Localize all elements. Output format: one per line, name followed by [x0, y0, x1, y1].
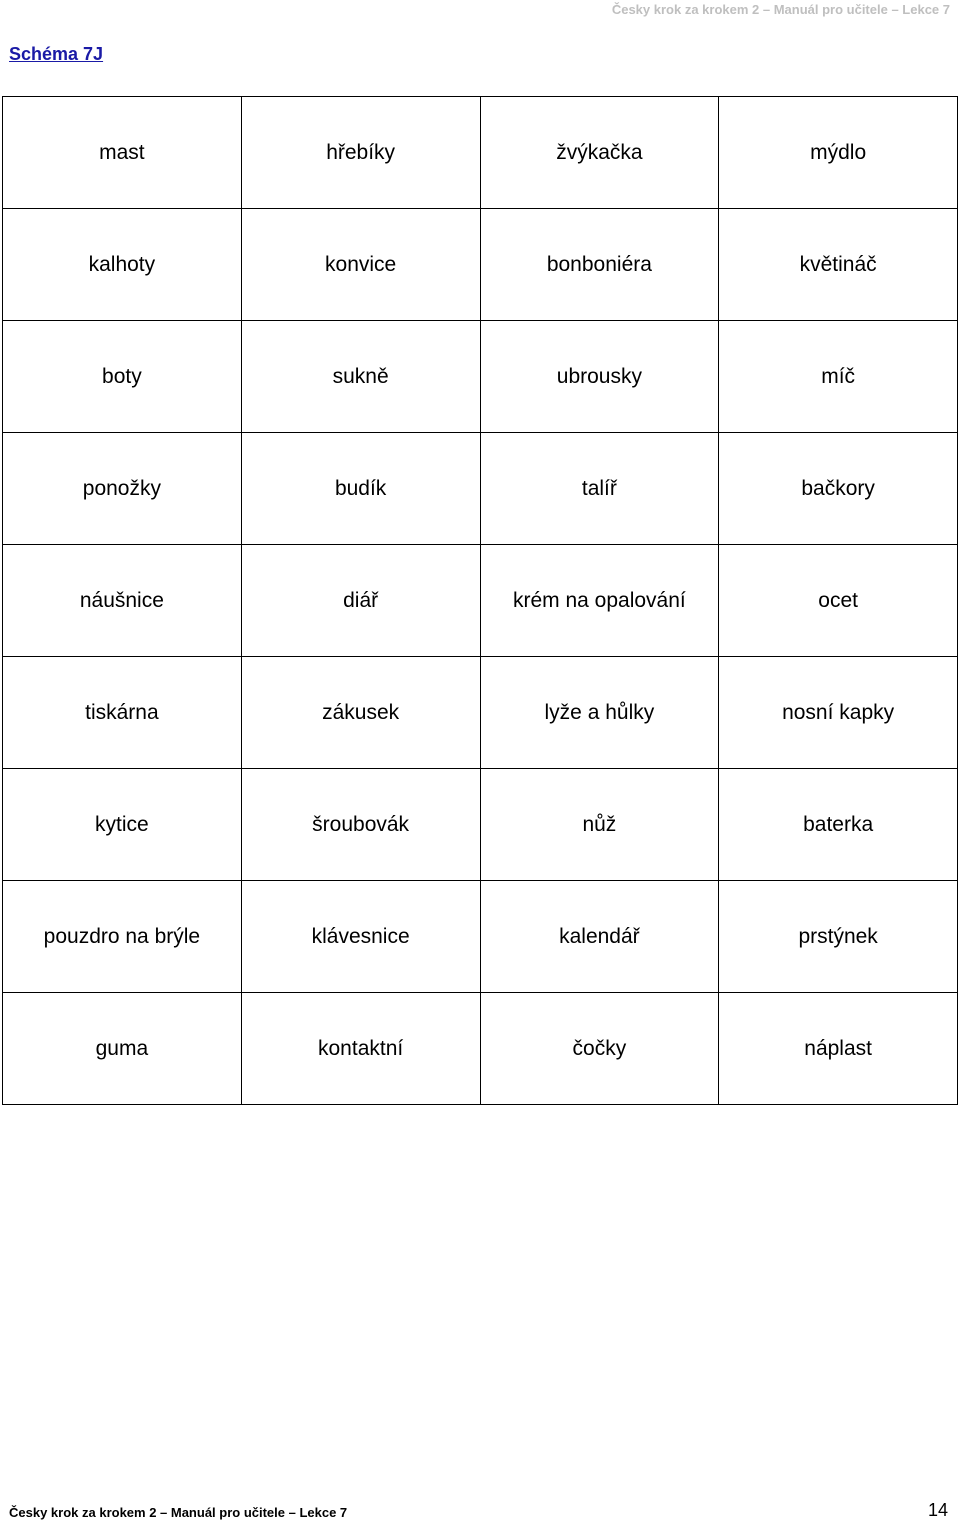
word-card: ocet	[719, 545, 958, 657]
word-card: bonboniéra	[480, 209, 719, 321]
word-card: míč	[719, 321, 958, 433]
grid-row	[3, 433, 958, 545]
word-card: ubrousky	[480, 321, 719, 433]
grid-row	[3, 97, 958, 209]
grid-row	[3, 321, 958, 433]
word-card: zákusek	[241, 657, 480, 769]
word-card: boty	[3, 321, 242, 433]
footer-text: Česky krok za krokem 2 – Manuál pro učitele – Lekce 7	[9, 1505, 348, 1520]
word-card: náplast	[719, 993, 958, 1105]
word-card: budík	[241, 433, 480, 545]
page-number: 14	[927, 1500, 948, 1520]
grid-row	[3, 769, 958, 881]
word-card: mýdlo	[719, 97, 958, 209]
word-card: krém na opalování	[480, 545, 719, 657]
word-card: prstýnek	[719, 881, 958, 993]
word-card: tiskárna	[3, 657, 242, 769]
word-card: klávesnice	[241, 881, 480, 993]
grid-row	[3, 881, 958, 993]
word-card: lyže a hůlky	[480, 657, 719, 769]
word-card: kontaktní	[241, 993, 480, 1105]
word-card: hřebíky	[241, 97, 480, 209]
word-card: konvice	[241, 209, 480, 321]
word-card: mast	[3, 97, 242, 209]
grid-row	[3, 993, 958, 1105]
word-card: baterka	[719, 769, 958, 881]
word-card: pouzdro na brýle	[3, 881, 242, 993]
word-card: kytice	[3, 769, 242, 881]
word-card: diář	[241, 545, 480, 657]
word-card: květináč	[719, 209, 958, 321]
running-header: Česky krok za krokem 2 – Manuál pro učitele – Lekce 7	[611, 2, 950, 17]
word-card: bačkory	[719, 433, 958, 545]
word-card: nosní kapky	[719, 657, 958, 769]
word-card: žvýkačka	[480, 97, 719, 209]
word-card: talíř	[480, 433, 719, 545]
grid-row	[3, 209, 958, 321]
word-card: sukně	[241, 321, 480, 433]
word-card: guma	[3, 993, 242, 1105]
word-card: ponožky	[3, 433, 242, 545]
grid-row	[3, 545, 958, 657]
grid-row	[3, 657, 958, 769]
word-card-grid	[2, 96, 958, 1105]
word-card: čočky	[480, 993, 719, 1105]
word-card: náušnice	[3, 545, 242, 657]
word-card: kalendář	[480, 881, 719, 993]
word-card: nůž	[480, 769, 719, 881]
word-card: kalhoty	[3, 209, 242, 321]
word-card: šroubovák	[241, 769, 480, 881]
page-title: Schéma 7J	[9, 44, 104, 64]
